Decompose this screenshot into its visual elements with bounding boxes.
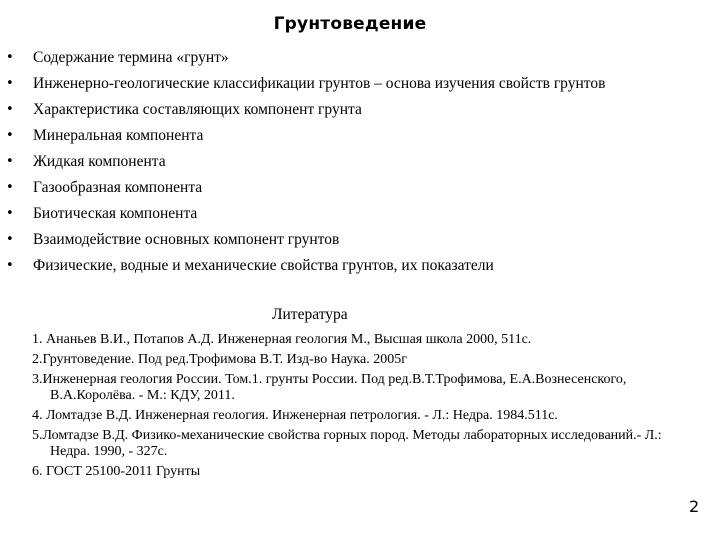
topic-text: Жидкая компонента	[33, 153, 166, 170]
reference-item: 2.Грунтоведение. Под ред.Трофимова В.Т. Изд-во Наука. 2005г	[32, 352, 407, 367]
topic-text: Взаимодействие основных компонент грунтов	[33, 231, 340, 248]
topic-item	[0, 232, 673, 248]
reference-item: 3.Инженерная геология России. Том.1. грунты России. Под ред.В.Т.Трофимова, Е.А.Вознесенского, В.А.Королёва. - М.: КДУ, 2011.	[32, 372, 627, 403]
bullet-icon: •	[6, 258, 14, 273]
topic-item	[0, 76, 673, 92]
bullet-icon: •	[6, 76, 14, 91]
topic-item	[0, 102, 673, 118]
topic-item	[0, 50, 673, 66]
bullet-icon: •	[6, 232, 14, 247]
topic-list	[0, 50, 720, 284]
topic-item	[0, 154, 673, 170]
slide-title: Грунтоведение	[273, 14, 427, 34]
bullet-icon: •	[6, 206, 14, 221]
bullet-icon: •	[6, 128, 14, 143]
bullet-icon: •	[6, 180, 14, 195]
topic-item	[0, 128, 673, 144]
topic-item	[0, 258, 673, 274]
bullet-icon: •	[6, 50, 14, 65]
reference-item: 6. ГОСТ 25100-2011 Грунты	[32, 464, 201, 479]
bullet-icon: •	[6, 154, 14, 169]
literature-heading: Литература	[272, 306, 348, 323]
topic-text: Содержание термина «грунт»	[33, 49, 229, 66]
topic-text: Газообразная компонента	[33, 179, 203, 196]
topic-text: Инженерно-геологические классификации грунтов – основа изучения свойств грунтов	[33, 75, 606, 92]
topic-item	[0, 180, 673, 196]
reference-item: 1. Ананьев В.И., Потапов А.Д. Инженерная геология М., Высшая школа 2000, 511с.	[32, 332, 532, 347]
topic-text: Минеральная компонента	[33, 127, 204, 144]
topic-text: Характеристика составляющих компонент грунта	[33, 101, 362, 118]
bullet-icon: •	[6, 102, 14, 117]
reference-item: 4. Ломтадзе В.Д. Инженерная геология. Инженерная петрология. - Л.: Недра. 1984.511с.	[32, 408, 558, 423]
topic-text: Физические, водные и механические свойства грунтов, их показатели	[33, 257, 494, 274]
reference-list	[32, 332, 672, 484]
topic-item	[0, 206, 673, 222]
topic-text: Биотическая компонента	[33, 205, 198, 222]
page-number: 2	[689, 497, 700, 516]
reference-item: 5.Ломтадзе В.Д. Физико-механические свойства горных пород. Методы лабораторных исследований.- Л.: Недра. 1990, - 327с.	[32, 428, 662, 459]
